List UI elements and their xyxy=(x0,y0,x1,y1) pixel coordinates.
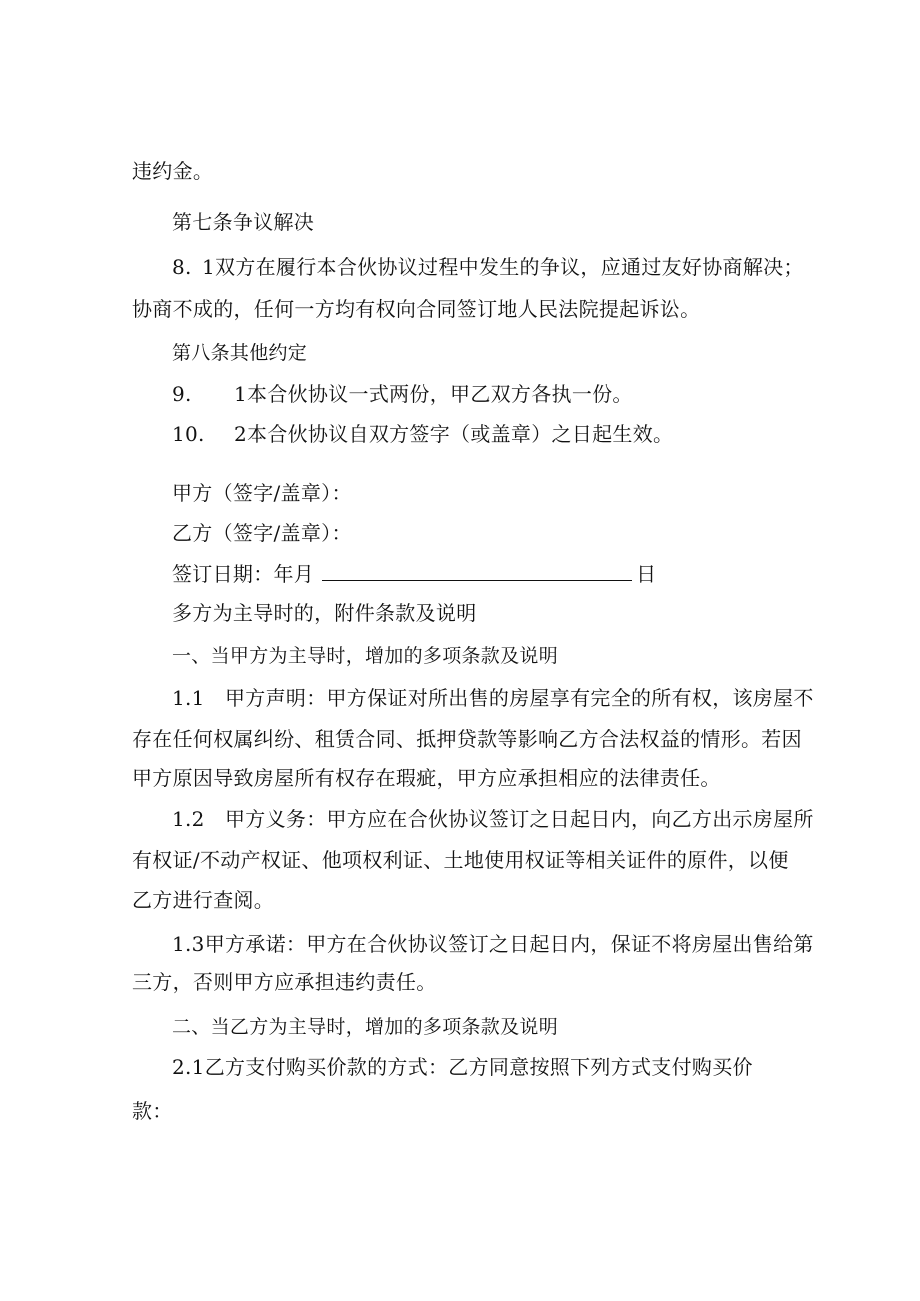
clause-1-3-line-2: 三方，否则甲方应承担违约责任。 xyxy=(132,970,437,994)
appendix-heading-1: 一、当甲方为主导时，增加的多项条款及说明 xyxy=(172,645,559,667)
date-blank-line xyxy=(322,562,632,581)
clause-8-line-1 xyxy=(172,254,804,280)
clause-text: 2本合伙协议自双方签字（或盖章）之日起生效。 xyxy=(234,422,674,446)
clause-2-1-line-1: 2.1乙方支付购买价款的方式：乙方同意按照下列方式支付购买价 xyxy=(172,1055,753,1079)
signing-date xyxy=(172,561,656,587)
paragraph-line: 违约金。 xyxy=(132,159,214,183)
clause-number: 9. xyxy=(172,382,192,406)
clause-1-2-line-1: 1.2 甲方义务：甲方应在合伙协议签订之日起日内，向乙方出示房屋所 xyxy=(172,807,814,831)
clause-1-3-line-1: 1.3甲方承诺：甲方在合伙协议签订之日起日内，保证不将房屋出售给第 xyxy=(172,932,814,956)
section-heading-7: 第七条争议解决 xyxy=(172,210,315,234)
appendix-heading-2: 二、当乙方为主导时，增加的多项条款及说明 xyxy=(172,1016,559,1038)
clause-1-1-line-2: 存在任何权属纠纷、租赁合同、抵押贷款等影响乙方合法权益的情形。若因 xyxy=(132,727,802,751)
clause-text: 1本合伙协议一式两份，甲乙双方各执一份。 xyxy=(234,382,633,406)
party-a-signature: 甲方（签字/盖章）： xyxy=(172,481,352,505)
clause-2-1-line-2: 款： xyxy=(132,1099,173,1123)
signing-date-label: 签订日期：年月 xyxy=(172,562,315,586)
clause-8-line-2: 协商不成的，任何一方均有权向合同签订地人民法院提起诉讼。 xyxy=(132,297,701,321)
signing-date-day: 日 xyxy=(636,562,657,586)
clause-number: 10. xyxy=(172,422,205,446)
clause-number: 8. xyxy=(172,255,192,279)
clause-1-2-line-2: 有权证/不动产权证、他项权利证、土地使用权证等相关证件的原件，以便 xyxy=(132,848,789,872)
clause-10 xyxy=(172,421,673,447)
clause-1-1-line-1: 1.1 甲方声明：甲方保证对所出售的房屋享有完全的所有权，该房屋不 xyxy=(172,686,814,710)
clause-1-1-line-3: 甲方原因导致房屋所有权存在瑕疵，甲方应承担相应的法律责任。 xyxy=(132,766,721,790)
party-b-signature: 乙方（签字/盖章）： xyxy=(172,521,352,545)
section-heading-8: 第八条其他约定 xyxy=(172,342,308,364)
clause-1-2-line-3: 乙方进行查阅。 xyxy=(132,888,275,912)
clause-text: 1双方在履行本合伙协议过程中发生的争议，应通过友好协商解决； xyxy=(202,255,804,279)
clause-9 xyxy=(172,381,633,407)
appendix-intro: 多方为主导时的，附件条款及说明 xyxy=(172,601,477,625)
